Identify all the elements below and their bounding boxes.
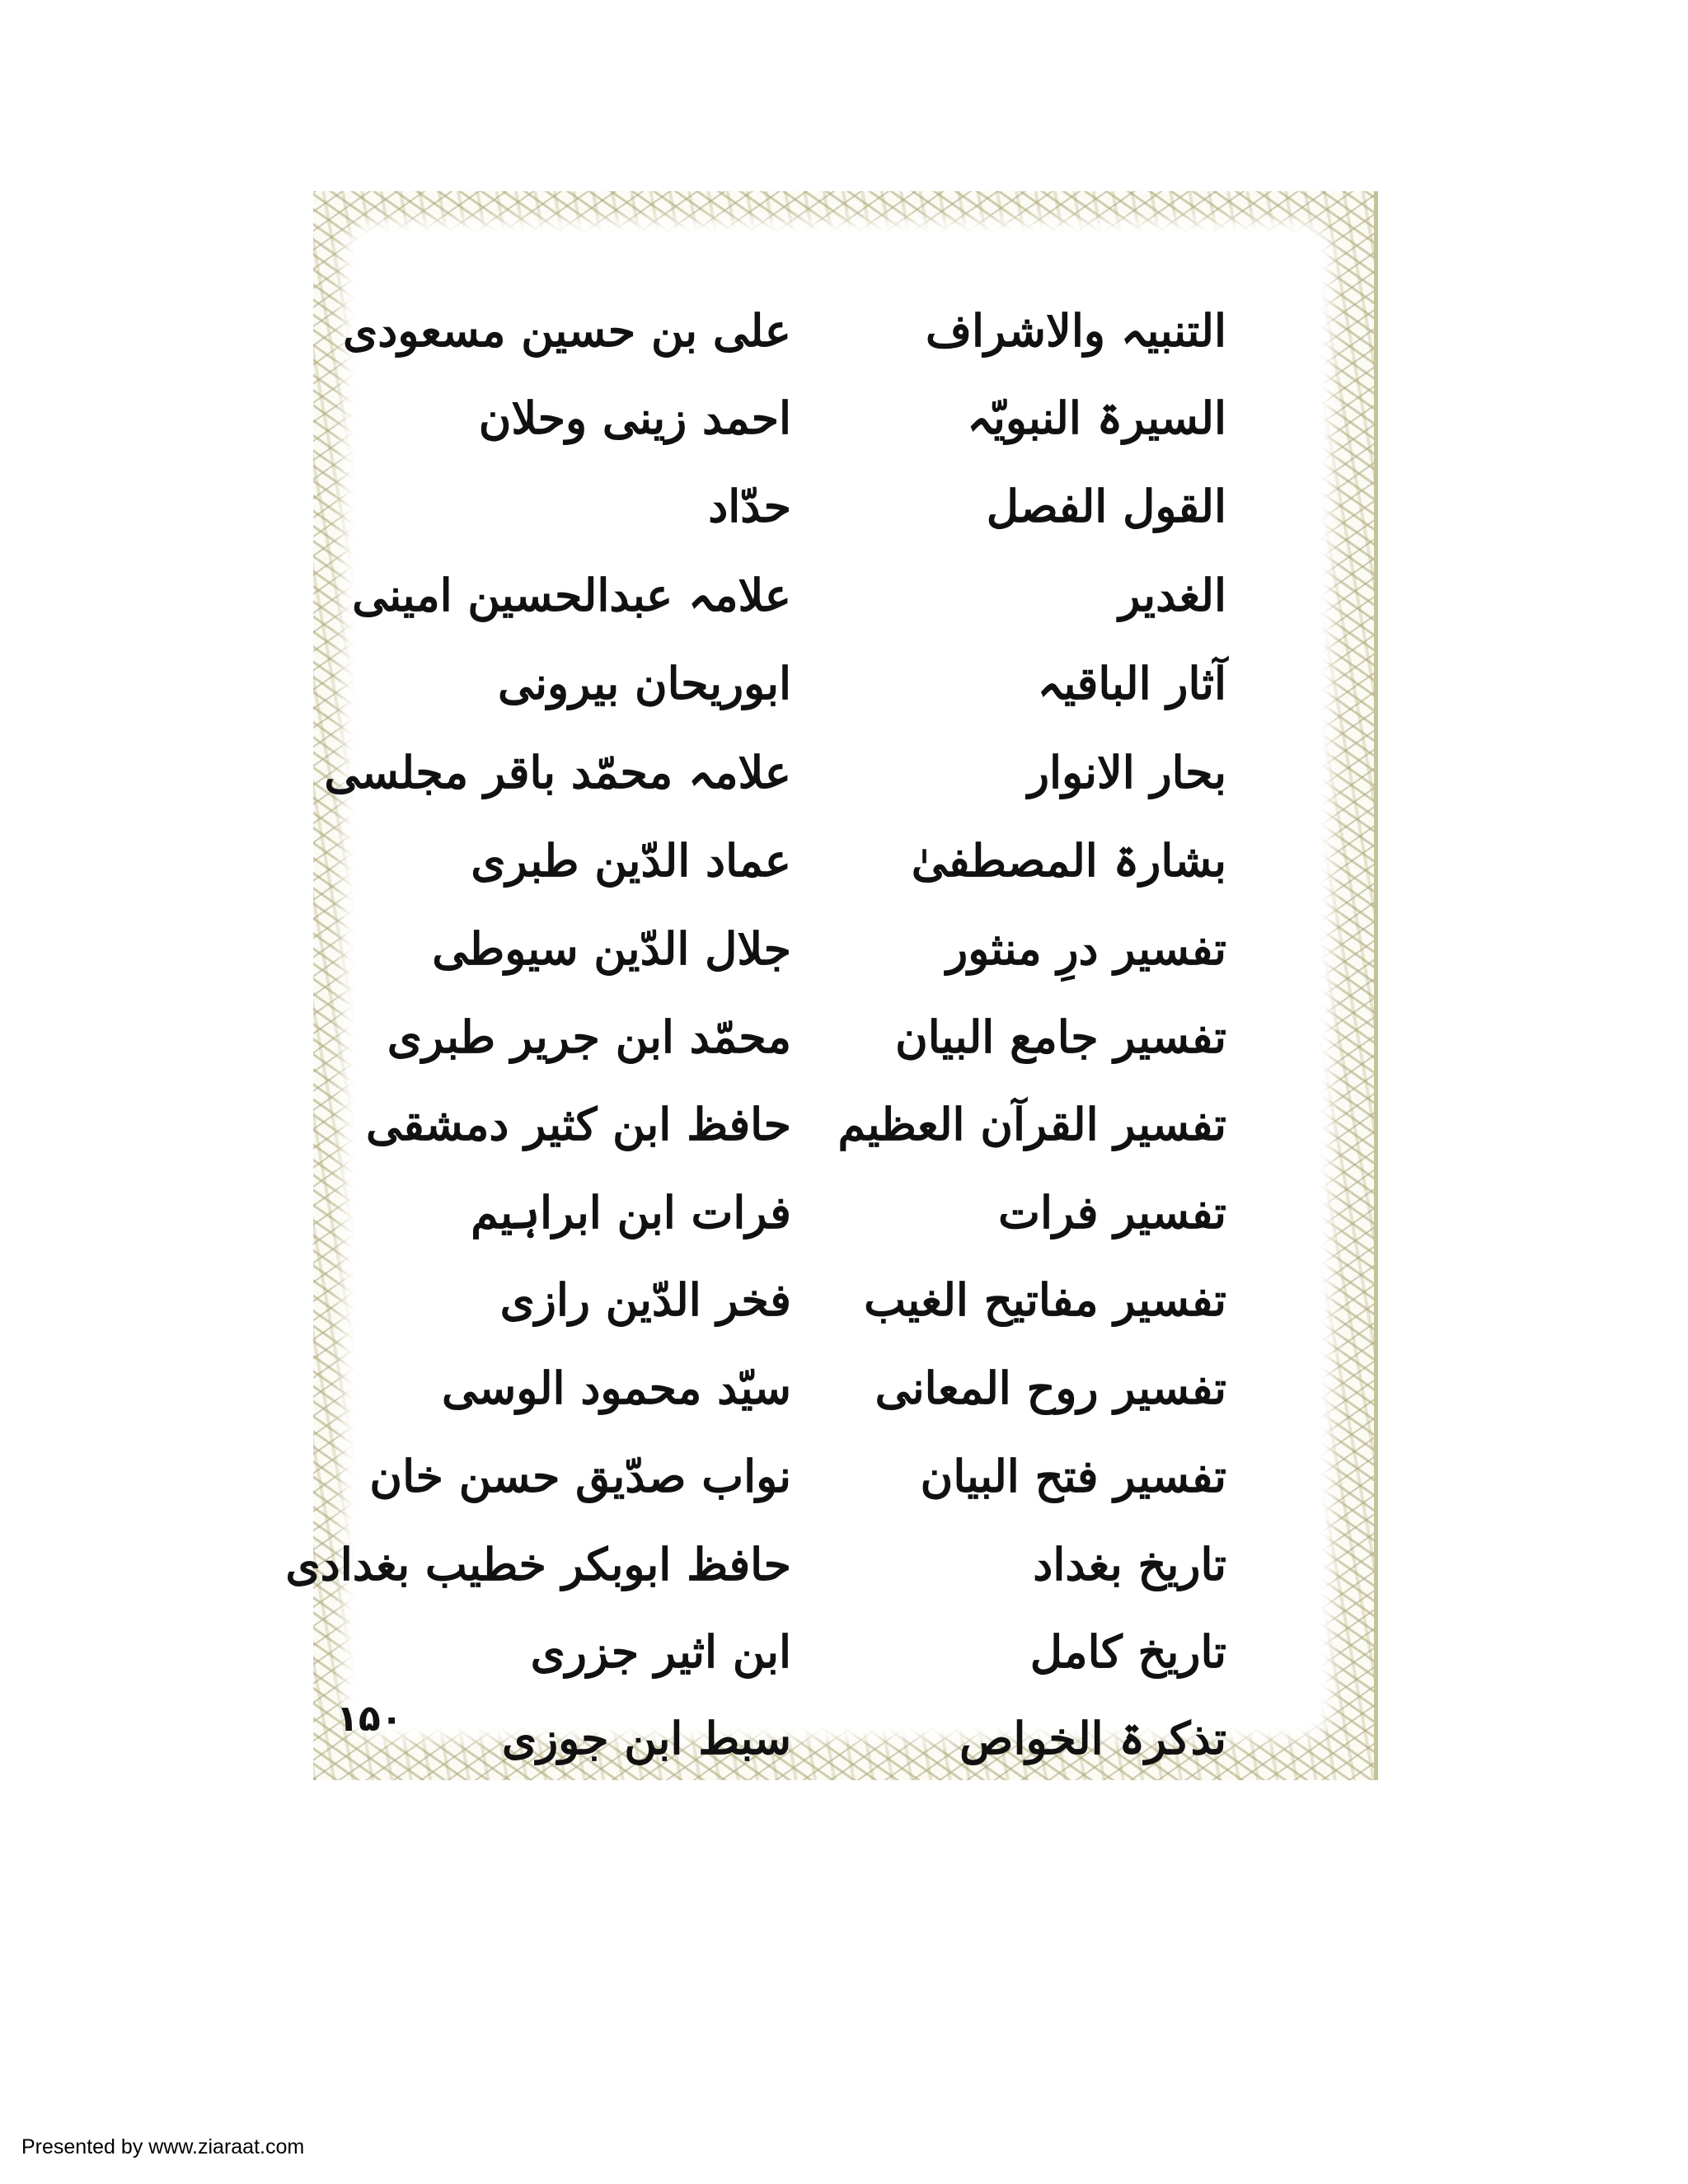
book-author: ابوریحان بیرونی (497, 657, 791, 710)
book-title: تفسیر روح المعانی (874, 1361, 1226, 1414)
list-item (343, 304, 1320, 387)
book-author: محمّد ابن جریر طبری (387, 1010, 791, 1063)
list-item (354, 1098, 1320, 1180)
book-author: ابن اثیر جزری (530, 1625, 791, 1678)
list-item (354, 569, 1320, 651)
book-author: عماد الدّین طبری (471, 834, 791, 887)
book-title: تاریخ بغداد (1033, 1538, 1226, 1591)
book-title: بحار الانوار (1027, 746, 1226, 799)
list-item (285, 1538, 1320, 1620)
book-title: آثار الباقیہ (1037, 657, 1226, 710)
book-author: علامہ عبدالحسین امینی (352, 569, 791, 621)
list-item (324, 746, 1320, 828)
book-author: سبط ابن جوزی (501, 1712, 791, 1765)
book-author: فرات ابن ابراہیم (471, 1186, 791, 1239)
list-item (354, 391, 1320, 474)
book-title: تذکرۃ الخواص (959, 1712, 1226, 1765)
book-author: نواب صدّیق حسن خان (369, 1450, 791, 1502)
book-title: تفسیر مفاتیح الغیب (864, 1273, 1226, 1326)
list-item (354, 1625, 1320, 1708)
book-author: سیّد محمود الوسی (441, 1361, 791, 1414)
book-author: احمد زینی وحلان (478, 391, 791, 444)
book-title: تفسیر فتح البیان (920, 1450, 1226, 1502)
book-title: السیرۃ النبویّہ (967, 391, 1226, 444)
decorative-leaf-border (285, 191, 1378, 1780)
page-number: ۱۵۰ (336, 1698, 403, 1740)
list-item (354, 657, 1320, 739)
book-title: تفسیر درِ منثور (946, 922, 1226, 975)
book-title: تفسیر جامع البیان (895, 1010, 1226, 1063)
book-title: بشارۃ المصطفیٰ (911, 834, 1226, 887)
book-title: القول الفصل (986, 480, 1226, 532)
book-title: تفسیر القرآن العظیم (837, 1098, 1226, 1151)
book-title: تفسیر فرات (998, 1186, 1226, 1239)
book-author: جلال الدّین سیوطی (432, 922, 791, 975)
book-author: حافظ ابوبکر خطیب بغدادی (285, 1538, 791, 1591)
border-edge (1374, 191, 1378, 1780)
list-item (354, 1273, 1320, 1356)
book-title: تاریخ کامل (1029, 1625, 1226, 1678)
book-author: حافظ ابن کثیر دمشقی (365, 1098, 791, 1151)
book-author: علی بن حسین مسعودی (343, 304, 791, 357)
book-title: التنبیہ والاشراف (926, 304, 1226, 357)
book-author: علامہ محمّد باقر مجلسی (324, 746, 791, 799)
footer-credit: Presented by www.ziaraat.com (21, 2135, 305, 2158)
list-item (354, 1361, 1320, 1444)
list-item (354, 1186, 1320, 1268)
list-item (354, 922, 1320, 1005)
book-author: حدّاد (708, 480, 791, 532)
bibliography-list (285, 232, 1320, 1765)
list-item (354, 834, 1320, 916)
page-content (285, 232, 1320, 1765)
list-item (354, 1010, 1320, 1093)
list-item (354, 1450, 1320, 1532)
book-title: الغدیر (1118, 569, 1226, 621)
list-item (354, 1712, 1320, 1794)
list-item (354, 480, 1320, 562)
book-author: فخر الدّین رازی (499, 1273, 791, 1326)
